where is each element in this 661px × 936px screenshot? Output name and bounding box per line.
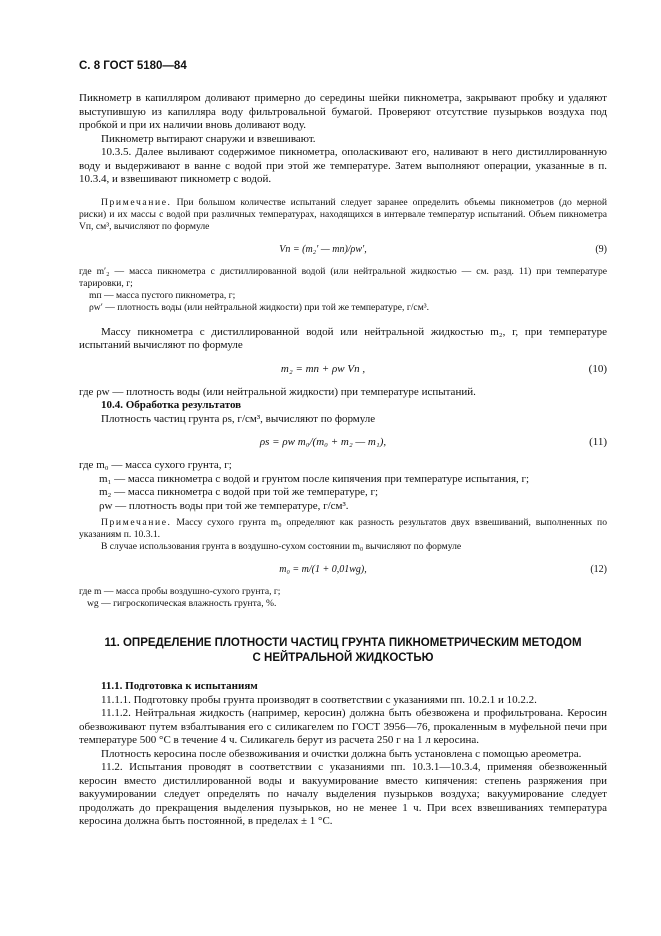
legend-item: где m — масса пробы воздушно-сухого грунта, г; xyxy=(79,586,281,597)
legend-item: m₁ — масса пикнометра с водой и грунтом после кипячения при температуре испытания, г; xyxy=(99,472,530,485)
note-text: При большом количестве испытаний следует заранее определить объемы пикнометров (до мерной риски) и их массы с водой при различных температурах, находящихся в интервале температур испытаний. Объем пикнометра Vп, см³, вычисляют по формуле xyxy=(79,196,607,232)
paragraph: Плотность частиц грунта ρs, г/см³, вычисляют по формуле xyxy=(101,412,376,425)
note-1 xyxy=(79,197,607,233)
legend-item: m₂ — масса пикнометра с водой при той же температуре, г; xyxy=(99,486,379,498)
document-page xyxy=(79,60,607,829)
note-text: Массу сухого грунта m₀ определяют как разность результатов двух взвешиваний, выполненных по указаниям п. 10.3.1. xyxy=(79,517,607,540)
formula-10 xyxy=(79,362,607,377)
formula-expression: m₂ = mп + ρw Vп , xyxy=(280,362,366,375)
formula-number: (9) xyxy=(595,243,607,255)
paragraph: где ρw — плотность воды (или нейтральной жидкости) при температуре испытаний. xyxy=(79,385,476,398)
paragraph-11-2: 11.2. Испытания проводят в соответствии с указаниями пп. 10.3.1—10.3.4, применяя обезвоженный керосин вместо дистиллированной воды и вакуумирование вместо кипячения: степень разряжения при вакуумировании следует определять по началу выделения пузырьков воздуха; вакуумирование следует продолжать до прекращения выделения пузырьков, но не менее 1 ч. При всех взвешиваниях температура керосина должна быть постоянной, в пределах ± 1 °С. xyxy=(79,761,607,827)
formula-11 xyxy=(79,435,607,450)
section-heading-11-1: 11.1. Подготовка к испытаниям xyxy=(101,680,258,692)
formula-9-legend xyxy=(79,266,607,314)
page-header: С. 8 ГОСТ 5180—84 xyxy=(79,60,187,72)
formula-12-legend xyxy=(79,586,607,610)
note-label: Примечание. xyxy=(101,196,172,208)
paragraph: Пикнометр в капилляром доливают примерно до середины шейки пикнометра, закрывают пробку и удаляют выступившую из капилляра воду фильтровальной бумагой. Проверяют отсутствие пузырьков воздуха под пробкой и при их наличии вновь доливают воду. xyxy=(79,92,607,131)
paragraph: Плотность керосина после обезвоживания и очистки должна быть установлена с помощью ареометра. xyxy=(101,747,582,760)
legend-item: ρw — плотность воды при той же температуре, г/см³. xyxy=(99,499,349,512)
paragraph-11-1-2: 11.1.2. Нейтральная жидкость (например, керосин) должна быть обезвожена и профильтрована. Керосин обезвоживают путем взбалтывания его с силикагелем по ГОСТ 3956—76, прокаленным в муфельной печи при температуре 500 °С в течение 4 ч. Силикагель берут из расчета 250 г на 1 л керосина. xyxy=(79,707,607,746)
formula-11-legend xyxy=(79,459,607,513)
legend-item: ρw′ — плотность воды (или нейтральной жидкости) при той же температуре, г/см³. xyxy=(89,301,430,313)
legend-item: mп — масса пустого пикнометра, г; xyxy=(89,289,236,301)
formula-number: (12) xyxy=(590,564,607,575)
heading-line: С НЕЙТРАЛЬНОЙ ЖИДКОСТЬЮ xyxy=(252,652,434,664)
section-heading-10-4: 10.4. Обработка результатов xyxy=(101,399,242,411)
note-2-continued: В случае использования грунта в воздушно-сухом состоянии m₀ вычисляют по формуле xyxy=(101,541,462,552)
formula-12 xyxy=(79,562,607,577)
formula-expression: Vп = (m₂′ — mп)/ρw′, xyxy=(279,243,367,255)
formula-expression: m₀ = m/(1 + 0,01wg), xyxy=(279,564,367,575)
paragraph-11-1-1: 11.1.1. Подготовку пробы грунта производят в соответствии с указаниями пп. 10.2.1 и 10.2.2. xyxy=(101,693,537,706)
formula-expression: ρs = ρw m₀/(m₀ + m₂ — m₁), xyxy=(259,436,387,448)
legend-item: где m₀ — масса сухого грунта, г; xyxy=(79,459,232,471)
legend-item: где m′₂ — масса пикнометра с дистиллированной водой (или нейтральной жидкостью — см. разд. 11) при температуре тарировки, г; xyxy=(79,265,607,289)
heading-line: 11. ОПРЕДЕЛЕНИЕ ПЛОТНОСТИ ЧАСТИЦ ГРУНТА ПИКНОМЕТРИЧЕСКИМ МЕТОДОМ xyxy=(104,637,582,649)
paragraph: Пикнометр вытирают снаружи и взвешивают. xyxy=(101,132,316,145)
legend-item: wg — гигроскопическая влажность грунта, %. xyxy=(87,598,277,609)
note-2 xyxy=(79,517,607,541)
paragraph-10-3-5: 10.3.5. Далее выливают содержимое пикнометра, ополаскивают его, наливают в него дистиллированную воду и выдерживают в ванне с водой при этой же температуре. Затем выполняют операции, указанные в п. 10.3.4, и взвешивают пикнометр с водой. xyxy=(79,146,607,185)
section-heading-11 xyxy=(79,636,607,666)
formula-9 xyxy=(79,242,607,257)
paragraph: Массу пикнометра с дистиллированной водой или нейтральной жидкостью m₂, г, при температуре испытаний вычисляют по формуле xyxy=(79,325,607,351)
note-label: Примечание. xyxy=(101,517,172,528)
formula-number: (10) xyxy=(588,362,607,375)
formula-number: (11) xyxy=(589,436,607,448)
